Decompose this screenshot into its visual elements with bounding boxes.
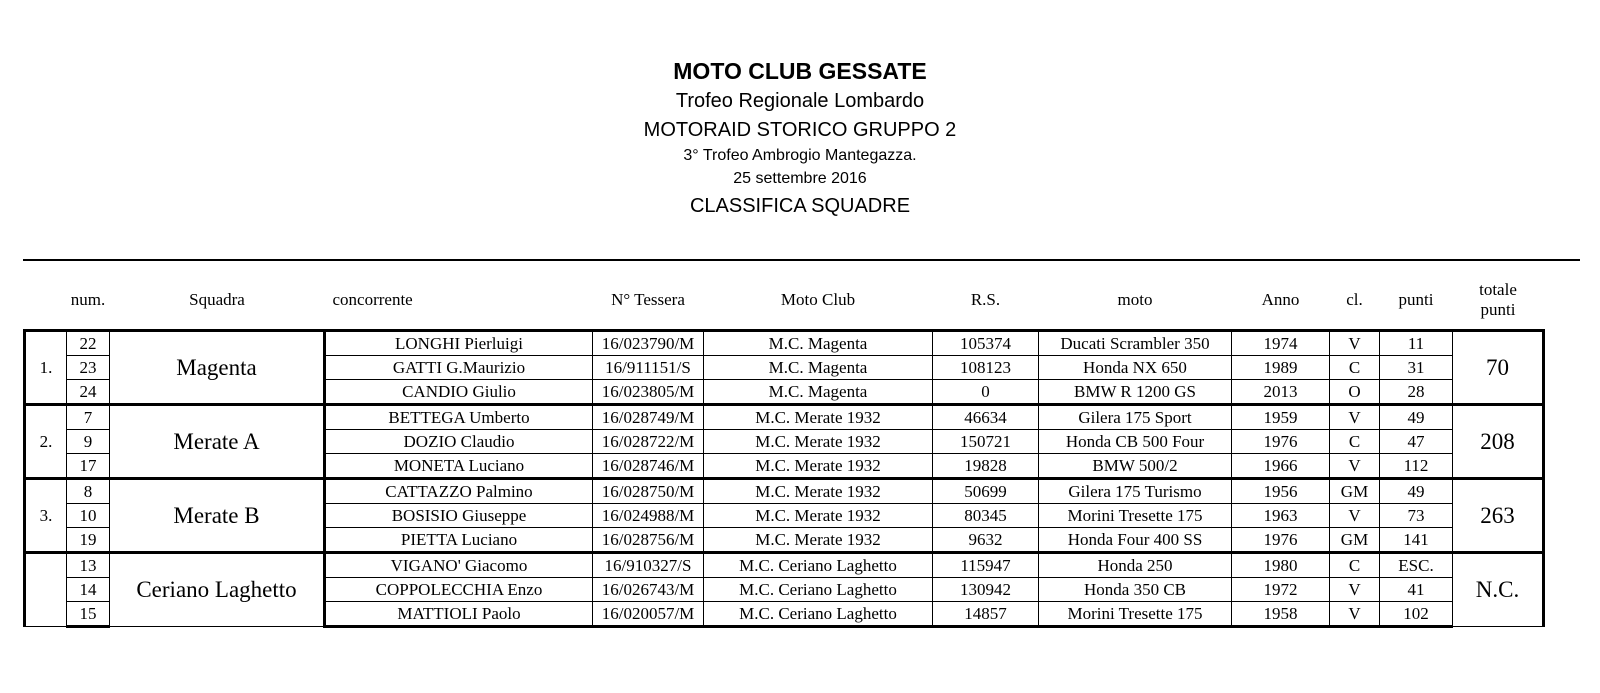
team-name: Magenta: [110, 331, 325, 405]
rider-number: 7: [67, 405, 110, 430]
col-pos: [25, 271, 67, 331]
points: ESC.: [1380, 553, 1453, 578]
moto-club: M.C. Merate 1932: [704, 454, 933, 479]
competitor-name: PIETTA Luciano: [325, 528, 593, 553]
moto-club: M.C. Magenta: [704, 356, 933, 380]
points: 102: [1380, 602, 1453, 627]
col-tessera: N° Tessera: [611, 290, 685, 309]
class: V: [1330, 602, 1380, 627]
class: GM: [1330, 479, 1380, 504]
class: GM: [1330, 528, 1380, 553]
year: 1963: [1232, 504, 1330, 528]
rs-number: 46634: [933, 405, 1039, 430]
license-number: 16/028722/M: [593, 430, 704, 454]
team-total: 208: [1453, 405, 1544, 479]
motorcycle: Honda 250: [1039, 553, 1232, 578]
motorcycle: Honda 350 CB: [1039, 578, 1232, 602]
class: V: [1330, 405, 1380, 430]
team-total: N.C.: [1453, 553, 1544, 627]
col-cl: cl.: [1346, 290, 1363, 309]
table-row: [25, 405, 1544, 430]
competitor-name: DOZIO Claudio: [325, 430, 593, 454]
class: V: [1330, 454, 1380, 479]
rider-number: 24: [67, 380, 110, 405]
rs-number: 115947: [933, 553, 1039, 578]
rs-number: 130942: [933, 578, 1039, 602]
class: V: [1330, 578, 1380, 602]
motorcycle: Honda NX 650: [1039, 356, 1232, 380]
rider-number: 9: [67, 430, 110, 454]
motorcycle: Honda Four 400 SS: [1039, 528, 1232, 553]
moto-club: M.C. Ceriano Laghetto: [704, 602, 933, 627]
rs-number: 108123: [933, 356, 1039, 380]
col-squadra: Squadra: [189, 290, 245, 309]
points: 73: [1380, 504, 1453, 528]
col-moto: moto: [1117, 290, 1153, 309]
moto-club: M.C. Magenta: [704, 380, 933, 405]
competitor-name: MONETA Luciano: [325, 454, 593, 479]
class: V: [1330, 331, 1380, 356]
team-position: 2.: [25, 405, 67, 479]
rs-number: 14857: [933, 602, 1039, 627]
rider-number: 17: [67, 454, 110, 479]
motorcycle: Gilera 175 Turismo: [1039, 479, 1232, 504]
year: 1989: [1232, 356, 1330, 380]
license-number: 16/028749/M: [593, 405, 704, 430]
points: 11: [1380, 331, 1453, 356]
year: 1976: [1232, 528, 1330, 553]
year: 1980: [1232, 553, 1330, 578]
ranking-title: CLASSIFICA SQUADRE: [689, 195, 911, 217]
year: 2013: [1232, 380, 1330, 405]
team-name: Ceriano Laghetto: [110, 553, 325, 627]
license-number: 16/028756/M: [593, 528, 704, 553]
year: 1966: [1232, 454, 1330, 479]
class: C: [1330, 553, 1380, 578]
year: 1972: [1232, 578, 1330, 602]
competitor-name: BETTEGA Umberto: [325, 405, 593, 430]
rs-number: 19828: [933, 454, 1039, 479]
competitor-name: CATTAZZO Palmino: [325, 479, 593, 504]
col-num: num.: [70, 290, 106, 309]
team-total: 70: [1453, 331, 1544, 405]
rider-number: 8: [67, 479, 110, 504]
rs-number: 150721: [933, 430, 1039, 454]
moto-club: M.C. Ceriano Laghetto: [704, 578, 933, 602]
header-divider: [23, 259, 1580, 261]
class: C: [1330, 356, 1380, 380]
class: V: [1330, 504, 1380, 528]
points: 49: [1380, 479, 1453, 504]
rider-number: 23: [67, 356, 110, 380]
subtitle-trophy: Trofeo Regionale Lombardo: [675, 90, 925, 112]
col-totale: [1453, 271, 1544, 331]
class: C: [1330, 430, 1380, 454]
points: 31: [1380, 356, 1453, 380]
col-concorrente: concorrente: [332, 290, 413, 309]
points: 41: [1380, 578, 1453, 602]
license-number: 16/023805/M: [593, 380, 704, 405]
points: 47: [1380, 430, 1453, 454]
rs-number: 80345: [933, 504, 1039, 528]
table-header-row: [25, 271, 1544, 331]
page-title: MOTO CLUB GESSATE: [673, 58, 927, 84]
license-number: 16/020057/M: [593, 602, 704, 627]
rider-number: 14: [67, 578, 110, 602]
year: 1956: [1232, 479, 1330, 504]
team-total: 263: [1453, 479, 1544, 553]
subtitle-memorial: 3° Trofeo Ambrogio Mantegazza.: [683, 147, 917, 164]
moto-club: M.C. Merate 1932: [704, 430, 933, 454]
motorcycle: Morini Tresette 175: [1039, 504, 1232, 528]
moto-club: M.C. Merate 1932: [704, 504, 933, 528]
motorcycle: Morini Tresette 175: [1039, 602, 1232, 627]
points: 28: [1380, 380, 1453, 405]
rider-number: 10: [67, 504, 110, 528]
moto-club: M.C. Ceriano Laghetto: [704, 553, 933, 578]
team-position: [25, 553, 67, 627]
rs-number: 0: [933, 380, 1039, 405]
moto-club: M.C. Magenta: [704, 331, 933, 356]
table-row: [25, 331, 1544, 356]
team-position: 1.: [25, 331, 67, 405]
rider-number: 15: [67, 602, 110, 627]
year: 1974: [1232, 331, 1330, 356]
table-row: [25, 479, 1544, 504]
license-number: 16/023790/M: [593, 331, 704, 356]
motorcycle: Gilera 175 Sport: [1039, 405, 1232, 430]
year: 1959: [1232, 405, 1330, 430]
col-anno: Anno: [1261, 290, 1300, 309]
points: 112: [1380, 454, 1453, 479]
col-rs: R.S.: [970, 290, 1001, 309]
col-totale-line1: totale: [1479, 280, 1517, 299]
competitor-name: CANDIO Giulio: [325, 380, 593, 405]
event-date: 25 settembre 2016: [733, 170, 867, 187]
rider-number: 22: [67, 331, 110, 356]
moto-club: M.C. Merate 1932: [704, 405, 933, 430]
rs-number: 50699: [933, 479, 1039, 504]
points: 141: [1380, 528, 1453, 553]
class: O: [1330, 380, 1380, 405]
team-name: Merate A: [110, 405, 325, 479]
motorcycle: Ducati Scrambler 350: [1039, 331, 1232, 356]
competitor-name: VIGANO' Giacomo: [325, 553, 593, 578]
rs-number: 9632: [933, 528, 1039, 553]
competitor-name: GATTI G.Maurizio: [325, 356, 593, 380]
competitor-name: BOSISIO Giuseppe: [325, 504, 593, 528]
team-position: 3.: [25, 479, 67, 553]
table-row: [25, 553, 1544, 578]
license-number: 16/024988/M: [593, 504, 704, 528]
competitor-name: MATTIOLI Paolo: [325, 602, 593, 627]
subtitle-event: MOTORAID STORICO GRUPPO 2: [643, 119, 957, 141]
team-ranking-table: [23, 271, 1545, 628]
year: 1976: [1232, 430, 1330, 454]
table-body: [25, 331, 1544, 627]
license-number: 16/026743/M: [593, 578, 704, 602]
moto-club: M.C. Merate 1932: [704, 479, 933, 504]
motorcycle: BMW R 1200 GS: [1039, 380, 1232, 405]
competitor-name: COPPOLECCHIA Enzo: [325, 578, 593, 602]
license-number: 16/910327/S: [593, 553, 704, 578]
motorcycle: Honda CB 500 Four: [1039, 430, 1232, 454]
license-number: 16/028746/M: [593, 454, 704, 479]
license-number: 16/911151/S: [593, 356, 704, 380]
rider-number: 13: [67, 553, 110, 578]
year: 1958: [1232, 602, 1330, 627]
motorcycle: BMW 500/2: [1039, 454, 1232, 479]
license-number: 16/028750/M: [593, 479, 704, 504]
col-club: Moto Club: [780, 290, 856, 309]
team-name: Merate B: [110, 479, 325, 553]
col-punti: punti: [1398, 290, 1434, 309]
competitor-name: LONGHI Pierluigi: [325, 331, 593, 356]
rs-number: 105374: [933, 331, 1039, 356]
col-totale-line2: punti: [1480, 300, 1516, 319]
points: 49: [1380, 405, 1453, 430]
moto-club: M.C. Merate 1932: [704, 528, 933, 553]
rider-number: 19: [67, 528, 110, 553]
